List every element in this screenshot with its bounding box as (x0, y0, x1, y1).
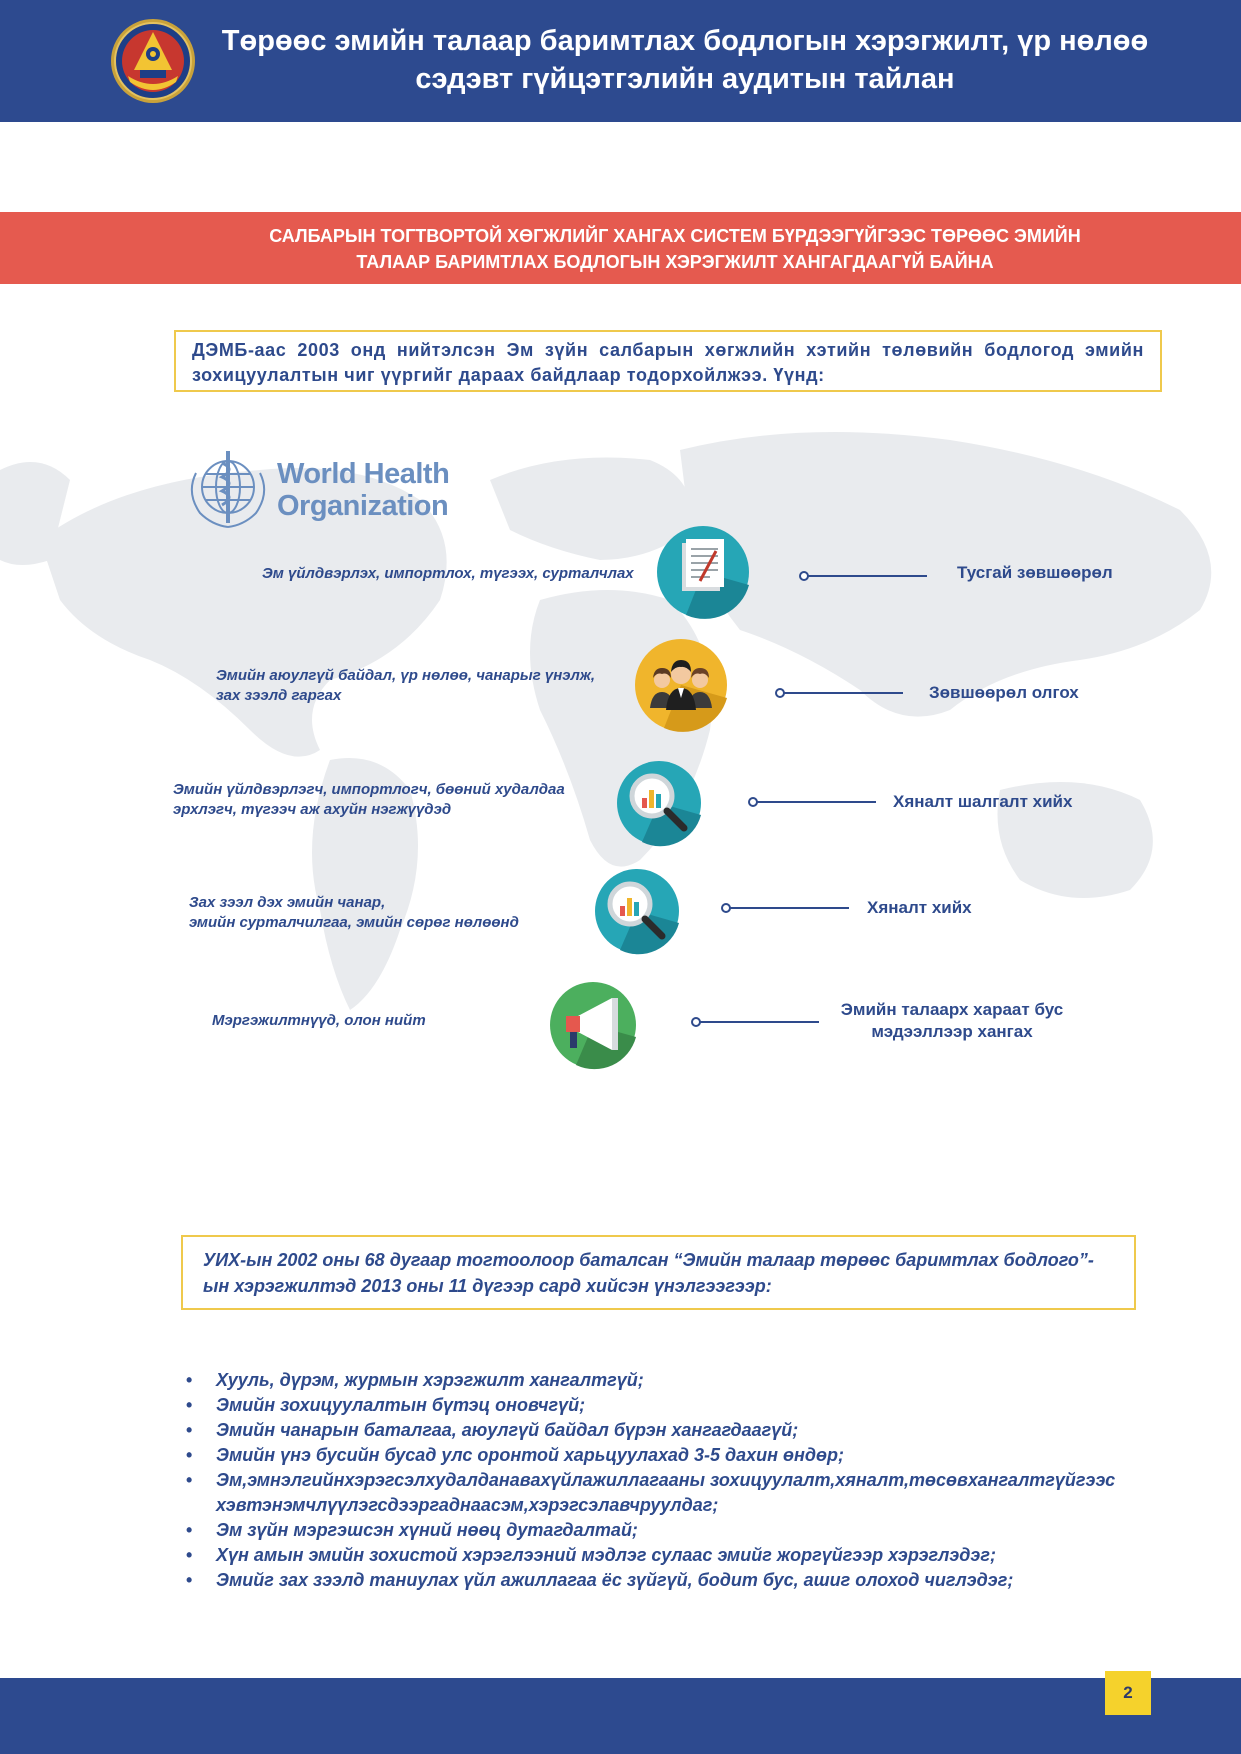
finding-item (186, 1543, 1146, 1568)
who-emblem-logo (178, 447, 278, 531)
function-description-2 (216, 666, 595, 706)
function-label-5-line-2: мэдээллээр хангах (871, 1022, 1033, 1041)
function-label-2 (929, 682, 1079, 704)
policy-evaluation-text: УИХ-ын 2002 оны 68 дугаар тогтоолоор баталсан “Эмийн талаар төрөөс баримтлах бодлого”-ын хэрэгжилтэд 2013 оны 11 дүгээр сард хийсэн үнэлгээгээр: (203, 1250, 1094, 1296)
document-icon (656, 525, 750, 619)
intro-text: ДЭМБ-аас 2003 онд нийтэлсэн Эм зүйн салбарын хөгжлийн хэтийн төлөвийн бодлогод эмийн зохицуулалтын чиг үүргийг дараах байдлаар тодорхойлжээ. Үүнд: (192, 340, 1144, 385)
function-description-3 (173, 780, 565, 820)
function-label-3-line-1: Хяналт шалгалт хийх (893, 792, 1073, 811)
page-title (215, 22, 1155, 98)
finding-text: Эмийг зах зээлд таниулах үйл ажиллагаа ёс зүйгүй, бодит бус, ашиг олоход чиглэдэг; (216, 1570, 1014, 1590)
finding-text: Хууль, дүрэм, журмын хэрэгжилт хангалтгүй; (216, 1370, 644, 1390)
finding-item (186, 1568, 1146, 1593)
function-description-2-line-1: Эмийн аюулгүй байдал, үр нөлөө, чанарыг үнэлж, (216, 667, 596, 684)
connector-line-5 (688, 1014, 822, 1030)
bullet-icon: • (186, 1570, 193, 1590)
function-description-1 (262, 564, 634, 584)
function-label-4-line-1: Хяналт хийх (867, 898, 972, 917)
function-label-1-line-1: Тусгай зөвшөөрөл (957, 563, 1113, 582)
function-description-5 (212, 1011, 426, 1031)
bullet-icon: • (186, 1545, 193, 1565)
finding-item (186, 1418, 1146, 1443)
banner-heading (150, 223, 1200, 275)
function-description-3-line-1: Эмийн үйлдвэрлэгч, импортлогч, бөөний худалдаа (173, 781, 565, 798)
banner-line-1: САЛБАРЫН ТОГТВОРТОЙ ХӨГЖЛИЙГ ХАНГАХ СИСТЕМ БҮРДЭЭГҮЙГЭЭС ТӨРӨӨС ЭМИЙН (269, 226, 1081, 246)
function-description-5-line-1: Мэргэжилтнүүд, олон нийт (212, 1012, 426, 1029)
function-description-4 (189, 893, 519, 933)
finding-item (186, 1368, 1146, 1393)
megaphone-icon (548, 980, 638, 1070)
function-label-2-line-1: Зөвшөөрөл олгох (929, 683, 1079, 702)
title-line-2: сэдэвт гүйцэтгэлийн аудитын тайлан (415, 63, 955, 95)
finding-text: Эм,эмнэлгийнхэрэгсэлхудалданавахүйлажиллагааны зохицуулалт,хяналт,төсөвхангалтгүйгээс хэвтэнэмчлүүлэгсдээргаднаасэм,хэрэгсэлавчруулдаг; (216, 1470, 1116, 1515)
function-description-3-line-2: эрхлэгч, түгээч аж ахуйн нэгжүүдэд (173, 801, 452, 818)
function-label-4 (867, 897, 972, 919)
banner-line-2: ТАЛААР БАРИМТЛАХ БОДЛОГЫН ХЭРЭГЖИЛТ ХАНГАГДААГҮЙ БАЙНА (356, 252, 994, 272)
section-banner (0, 212, 1241, 284)
bullet-icon: • (186, 1420, 193, 1440)
finding-text: Эм зүйн мэргэшсэн хүний нөөц дутагдалтай; (216, 1520, 638, 1540)
function-label-5-line-1: Эмийн талаарх хараат бус (840, 1000, 1064, 1019)
who-name-line-2: Organization (277, 490, 449, 522)
finding-item (186, 1393, 1146, 1418)
finding-text: Эмийн үнэ бусийн бусад улс оронтой харьцуулахад 3-5 дахин өндөр; (216, 1445, 844, 1465)
finding-text: Эмийн чанарын баталгаа, аюулгүй байдал бүрэн хангагдаагүй; (216, 1420, 799, 1440)
magnifier-chart-icon-2 (592, 868, 686, 962)
header-bar (0, 0, 1241, 122)
function-description-4-line-2: эмийн сурталчилгаа, эмийн сөрөг нөлөөнд (189, 914, 519, 931)
who-name-line-1: World Health (277, 458, 450, 490)
page-number-badge: 2 (1105, 1671, 1151, 1715)
function-label-5 (832, 999, 1072, 1043)
findings-list (186, 1368, 1146, 1593)
bullet-icon: • (186, 1370, 193, 1390)
finding-text: Хүн амын эмийн зохистой хэрэглээний мэдлэг сулаас эмийг жоргүйгээр хэрэглэдэг; (216, 1545, 996, 1565)
title-line-1: Төрөөс эмийн талаар баримтлах бодлогын хэрэгжилт, үр нөлөө (221, 25, 1149, 57)
policy-evaluation-box (181, 1235, 1136, 1310)
function-label-3 (893, 791, 1072, 813)
connector-line-4 (718, 900, 852, 916)
finding-item (186, 1518, 1146, 1543)
connector-line-1 (796, 568, 930, 584)
bullet-icon: • (186, 1520, 193, 1540)
bullet-icon: • (186, 1395, 193, 1415)
intro-box (174, 330, 1162, 392)
magnifier-chart-icon (614, 760, 708, 854)
function-description-2-line-2: зах зээлд гаргах (216, 687, 342, 704)
connector-line-3 (745, 794, 879, 810)
people-icon (634, 638, 728, 732)
finding-item (186, 1468, 1146, 1518)
connector-line-2 (772, 685, 906, 701)
function-description-4-line-1: Зах зээл дэх эмийн чанар, (189, 894, 386, 911)
bullet-icon: • (186, 1470, 193, 1490)
footer-bar (0, 1678, 1241, 1754)
finding-item (186, 1443, 1146, 1468)
function-label-1 (957, 562, 1113, 584)
who-name (277, 458, 449, 522)
finding-text: Эмийн зохицуулалтын бүтэц оновчгүй; (216, 1395, 586, 1415)
bullet-icon: • (186, 1445, 193, 1465)
function-description-1-line-1: Эм үйлдвэрлэх, импортлох, түгээх, сурталчлах (262, 565, 634, 582)
audit-emblem-logo (110, 18, 196, 104)
